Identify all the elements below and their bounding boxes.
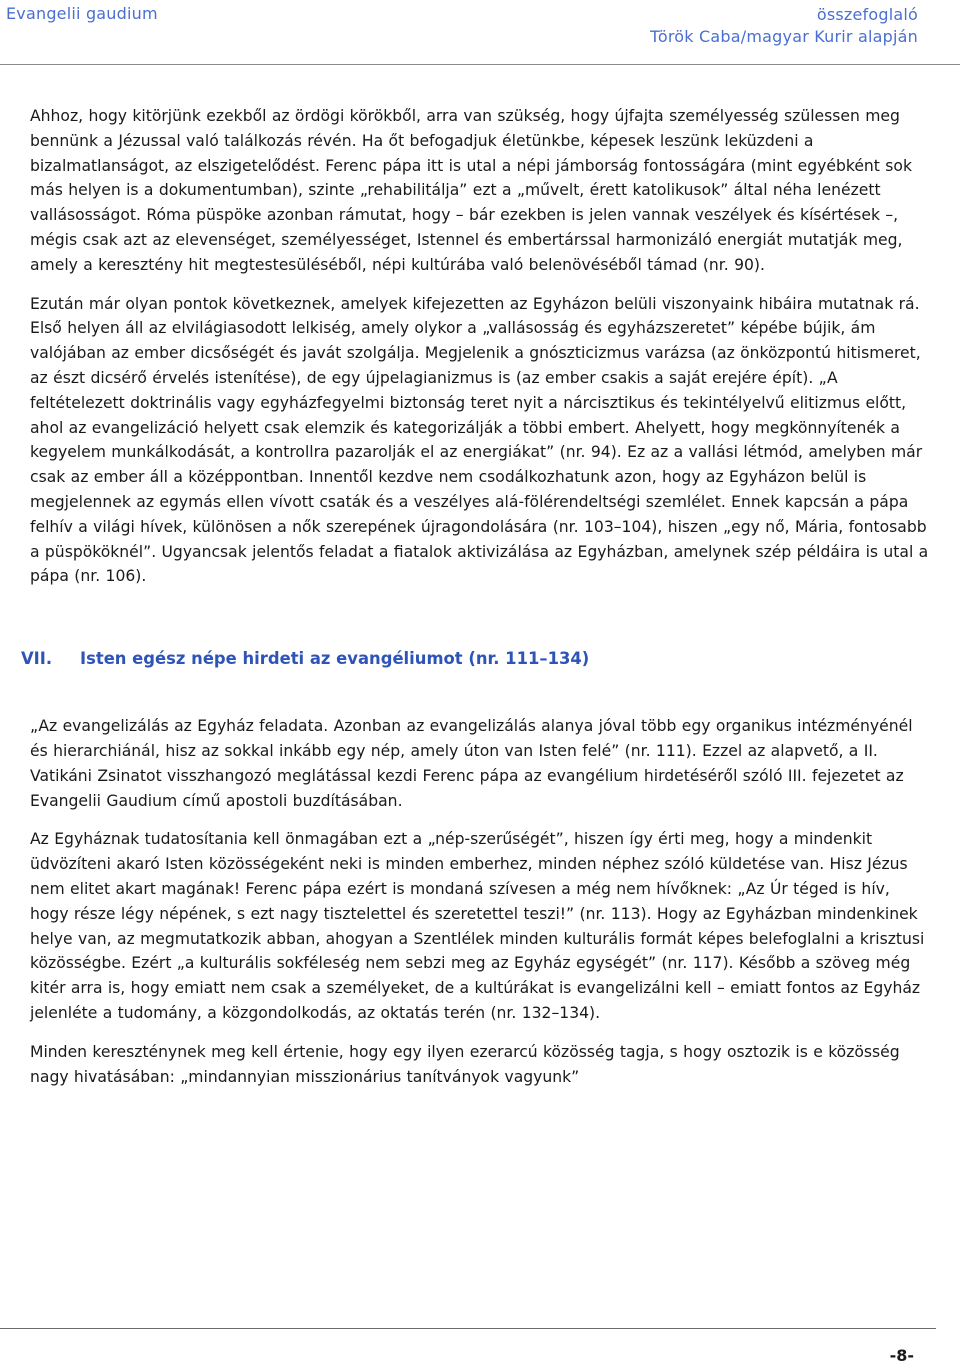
section-heading bbox=[21, 649, 930, 668]
header-subtitle-line2: Török Caba/magyar Kurir alapján bbox=[650, 27, 918, 46]
body-paragraph: „Az evangelizálás az Egyház feladata. Azonban az evangelizálás alanya jóval több egy organikus intézményénél és hierarchiánál, hisz az sokkal inkább egy nép, amely úton van Isten felé” (nr. 111). Ezzel az alapvető, a II. Vatikáni Zsinatot visszhangozó meglátással kezdi Ferenc pápa az evangélium hirdetéséről szóló III. fejezetet az Evangelii Gaudium című apostoli buzdításában. bbox=[30, 717, 913, 810]
body-paragraph: Ahhoz, hogy kitörjünk ezekből az ördögi körökből, arra van szükség, hogy újfajta személyesség szülessen meg bennünk a Jézussal való találkozás révén. Ha őt befogadjuk életünkbe, képesek leszünk leküzdeni a bizalmatlanságot, az elszigetelődést. Ferenc pápa itt is utal a népi jámborság fontosságára (mint egyébként sok más helyen is a dokumentumban), szinte „rehabilitálja” ezt a „művelt, érett katolikusok” által néha lenézett vallásosságot. Róma püspöke azonban rámutat, hogy – bár ezekben is jelen vannak veszélyek és kísértések –, mégis csak azt az elevenséget, személyességet, Istennel és embertárssal harmonizáló energiát mutatják meg, amely a keresztény hit megtestesüléséből, népi kultúrába való belenövéséből támad (nr. 90). bbox=[30, 107, 912, 274]
section-number: VII. bbox=[21, 649, 53, 669]
body-paragraph: Ezután már olyan pontok következnek, amelyek kifejezetten az Egyházon belüli viszonyaink hibáira mutatnak rá. Első helyen áll az elvilágiasodott lelkiség, amely olykor a „vallásosság és egyházszeretet” képébe bújik, ám valójában az ember dicsőségét és javát szolgálja. Megjelenik a gnószticizmus varázsa (az önközpontú hitismeret, az észt dicsérő érvelés istenítése), de egy újpelagianizmus is (az ember csakis a saját erejére épít). „A feltételezett doktrinális vagy egyházfegyelmi biztonság teret nyit a nárcisztikus és tekintélyelvű elitizmus előtt, ahol az evangelizáció helyett csak elemzik és kategorizálják a többi embert. Ahelyett, hogy megkönnyítenék a kegyelem munkálkodását, a kontrollra pazarolják el az energiákat” (nr. 94). Ez az a vallási létmód, amelyben már csak az ember áll a középpontban. Innentől kezdve nem csodálkozhatunk azon, hogy az Egyházon belül is megjelennek az egymás ellen vívott csaták és a veszélyes alá-fölérendeltségi szemlélet. Ennek kapcsán a pápa felhív a világi hívek, különösen a nők szerepének újragondolására (nr. 103–104), hiszen „egy nő, Mária, fontosabb a püspököknél”. Ugyancsak jelentős feladat a fiatalok aktivizálása az Egyházban, amelynek szép példáira is utal a pápa (nr. 106). bbox=[30, 294, 929, 586]
header-subtitle-line1: összefoglaló bbox=[816, 5, 918, 24]
body-paragraph: Az Egyháznak tudatosítania kell önmagában ezt a „nép-szerűségét”, hiszen így érti meg, hogy a mindenkit üdvözíteni akaró Isten közösségeként neki is minden emberhez, minden néphez szóló küldetése van. Hisz Jézus nem elitet akart magának! Ferenc pápa ezért is mondaná szívesen a még nem hívőknek: „Az Úr téged is hív, hogy része légy népének, s ezt nagy tisztelettel és szeretettel teszi!” (nr. 113). Hogy az Egyházban mindenkinek helye van, az megmutatkozik abban, ahogyan a Szentlélek minden kulturális formát képes belefoglalni a krisztusi közösségbe. Ezért „a kulturális sokféleség nem sebzi meg az Egyház egységét” (nr. 117). Később a szöveg még kitér arra is, hogy emiatt nem csak a személyeket, de a kultúrákat is evangelizálni kell – emiatt fontos az Egyház jelenléte a tudomány, a közgondolkodás, az oktatás terén (nr. 132–134). bbox=[30, 830, 925, 1022]
body-paragraph: Minden kereszténynek meg kell értenie, hogy egy ilyen ezerarcú közösség tagja, s hogy osztozik is e közösség nagy hivatásában: „mindannyian misszionárius tanítványok vagyunk” bbox=[30, 1042, 900, 1086]
header-subtitle bbox=[650, 4, 918, 48]
section-title: Isten egész népe hirdeti az evangéliumot (nr. 111–134) bbox=[80, 649, 590, 669]
page-header bbox=[0, 0, 960, 66]
page-number: -8- bbox=[889, 1346, 914, 1365]
document-title: Evangelii gaudium bbox=[6, 4, 158, 23]
footer-divider bbox=[0, 1328, 936, 1329]
header-divider bbox=[0, 64, 960, 65]
page-body bbox=[21, 104, 930, 1103]
